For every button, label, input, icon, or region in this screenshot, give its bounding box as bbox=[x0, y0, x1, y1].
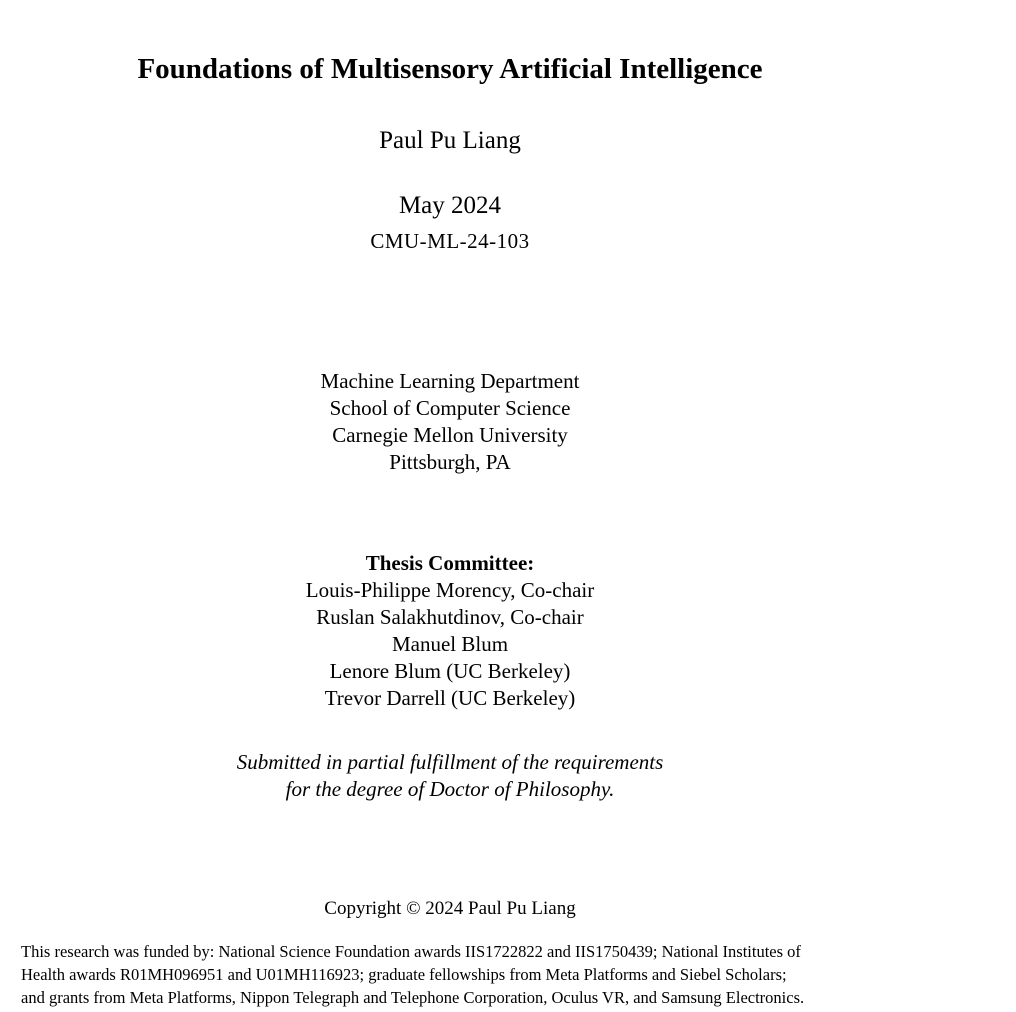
affiliation-department: Machine Learning Department bbox=[320, 369, 580, 393]
funding-line: and grants from Meta Platforms, Nippon Telegraph and Telephone Corporation, Oculus VR, and Samsung Electronics. bbox=[21, 988, 805, 1007]
committee-member: Manuel Blum bbox=[391, 632, 509, 656]
submission-line: for the degree of Doctor of Philosophy. bbox=[285, 777, 615, 801]
funding-line: Health awards R01MH096951 and U01MH116923; graduate fellowships from Meta Platforms and Siebel Scholars; bbox=[21, 965, 787, 984]
thesis-committee bbox=[150, 550, 750, 712]
committee-member: Trevor Darrell (UC Berkeley) bbox=[324, 686, 576, 710]
committee-heading: Thesis Committee: bbox=[365, 551, 535, 575]
document-title: Foundations of Multisensory Artificial Intelligence bbox=[137, 53, 763, 85]
committee-member: Ruslan Salakhutdinov, Co-chair bbox=[316, 605, 584, 629]
author-name: Paul Pu Liang bbox=[379, 127, 521, 154]
affiliation-block bbox=[150, 368, 750, 476]
committee-member: Lenore Blum (UC Berkeley) bbox=[329, 659, 571, 683]
report-number: CMU-ML-24-103 bbox=[370, 229, 530, 253]
submission-line: Submitted in partial fulfillment of the requirements bbox=[236, 750, 664, 774]
committee-member: Louis-Philippe Morency, Co-chair bbox=[305, 578, 595, 602]
affiliation-school: School of Computer Science bbox=[329, 396, 571, 420]
funding-line: This research was funded by: National Science Foundation awards IIS1722822 and IIS1750439; National Institutes of bbox=[21, 942, 801, 961]
affiliation-university: Carnegie Mellon University bbox=[332, 423, 568, 447]
affiliation-location: Pittsburgh, PA bbox=[389, 450, 511, 474]
copyright-notice: Copyright © 2024 Paul Pu Liang bbox=[324, 898, 576, 919]
funding-statement bbox=[21, 940, 921, 1009]
publication-date: May 2024 bbox=[398, 192, 502, 219]
submission-statement bbox=[150, 749, 750, 803]
